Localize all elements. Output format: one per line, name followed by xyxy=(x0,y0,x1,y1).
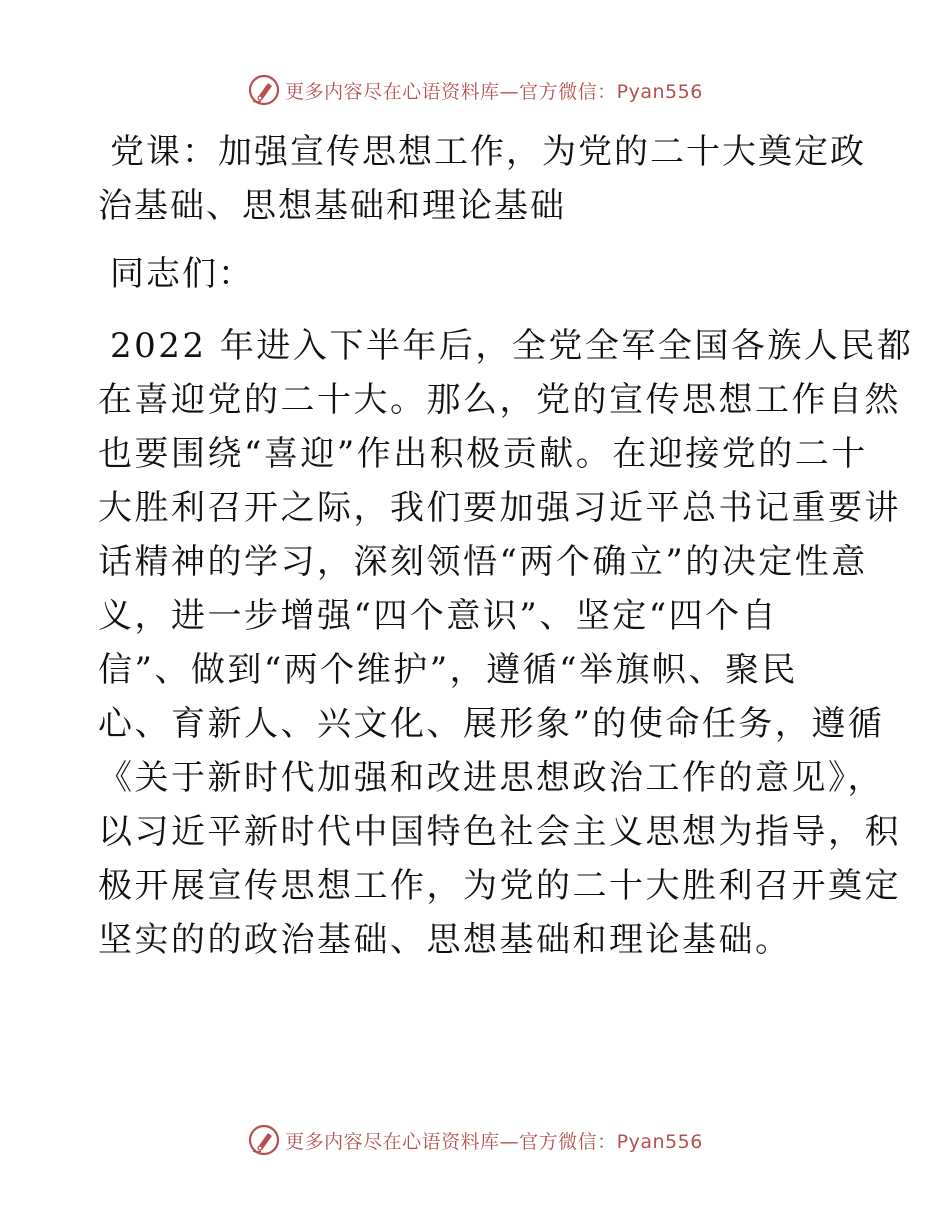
pen-nib-logo-icon xyxy=(247,1123,281,1157)
body-line: 心、育新人、兴文化、展形象”的使命任务，遵循 xyxy=(98,704,885,744)
body-line: 在喜迎党的二十大。那么，党的宣传思想工作自然 xyxy=(98,380,901,420)
pen-nib-logo-icon xyxy=(247,73,281,107)
footer-banner xyxy=(0,1120,950,1160)
document-content xyxy=(98,125,914,967)
body-line: 《关于新时代加强和改进思想政治工作的意见》， xyxy=(98,758,884,798)
body-line: 以习近平新时代中国特色社会主义思想为指导，积 xyxy=(98,812,901,852)
header-banner-text: 更多内容尽在心语资料库—官方微信：Pyan556 xyxy=(285,80,703,103)
body-line: 坚实的的政治基础、思想基础和理论基础。 xyxy=(98,920,792,960)
footer-banner-text: 更多内容尽在心语资料库—官方微信：Pyan556 xyxy=(285,1130,703,1153)
title-line: 治基础、思想基础和理论基础 xyxy=(98,186,566,226)
body-line: 信”、做到“两个维护”，遵循“举旗帜、聚民 xyxy=(98,650,799,690)
body-line: 也要围绕“喜迎”作出积极贡献。在迎接党的二十 xyxy=(98,434,868,474)
header-banner xyxy=(0,70,950,110)
document-title xyxy=(98,125,866,233)
body-line: 义，进一步增强“四个意识”、坚定“四个自 xyxy=(98,596,779,636)
body-paragraph xyxy=(98,319,914,967)
body-line: 2022 年进入下半年后，全党全军全国各族人民都 xyxy=(110,326,914,366)
body-line: 大胜利召开之际，我们要加强习近平总书记重要讲 xyxy=(98,488,901,528)
salutation: 同志们： xyxy=(110,254,254,294)
body-line: 话精神的学习，深刻领悟“两个确立”的决定性意 xyxy=(98,542,868,582)
title-line: 党课：加强宣传思想工作，为党的二十大奠定政 xyxy=(110,132,866,172)
body-line: 极开展宣传思想工作，为党的二十大胜利召开奠定 xyxy=(98,866,901,906)
